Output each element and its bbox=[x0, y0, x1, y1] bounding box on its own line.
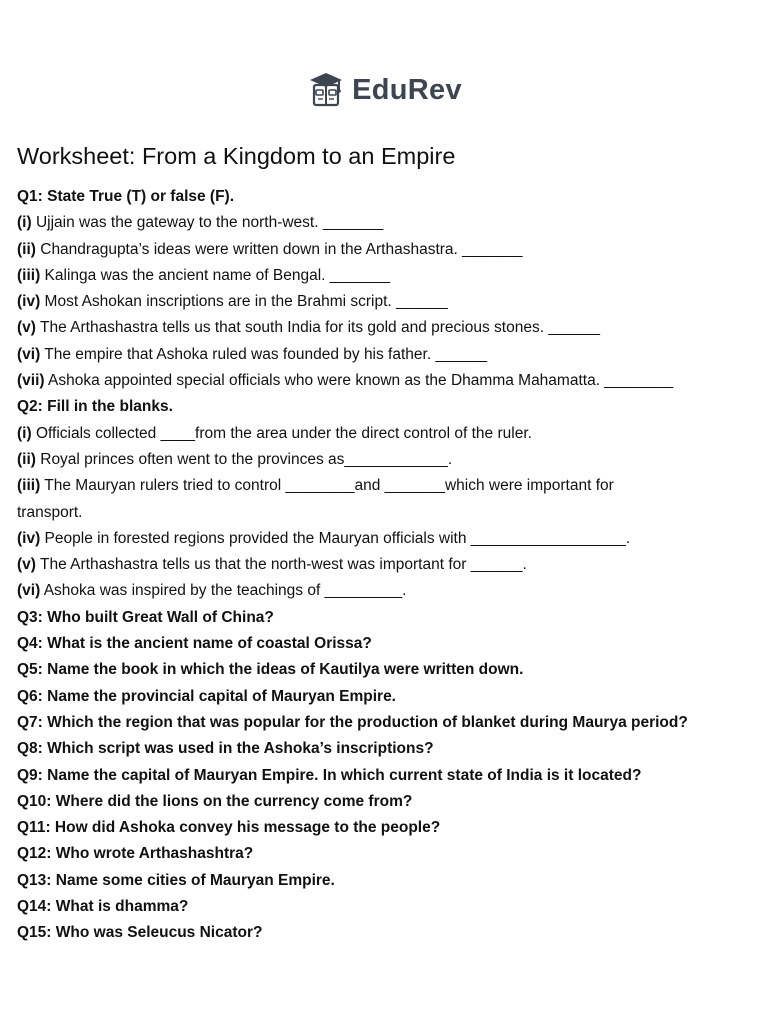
item-number: (i) bbox=[17, 424, 32, 442]
question-q10: Q10: Where did the lions on the currency come from? bbox=[17, 792, 413, 810]
item-number: (ii) bbox=[17, 450, 36, 468]
item-text: Officials collected ____from the area under the direct control of the ruler. bbox=[31, 424, 532, 442]
q1-heading: Q1: State True (T) or false (F). bbox=[17, 188, 235, 205]
question-q12: Q12: Who wrote Arthashashtra? bbox=[17, 845, 254, 863]
item-number: (iv) bbox=[17, 529, 41, 547]
item-number: (ii) bbox=[17, 240, 36, 258]
item-number: (iii) bbox=[17, 477, 41, 495]
q1-item bbox=[17, 315, 757, 341]
worksheet-body bbox=[17, 184, 757, 947]
question-q3: Q3: Who built Great Wall of China? bbox=[17, 608, 274, 626]
page-title: Worksheet: From a Kingdom to an Empire bbox=[17, 143, 456, 169]
q1-item bbox=[17, 342, 757, 368]
item-text: Ashoka was inspired by the teachings of _________. bbox=[40, 582, 407, 600]
question-q7: Q7: Which the region that was popular for the production of blanket during Maurya period? bbox=[17, 713, 688, 731]
question-q9: Q9: Name the capital of Mauryan Empire. In which current state of India is it located? bbox=[17, 766, 642, 784]
question-q15: Q15: Who was Seleucus Nicator? bbox=[17, 924, 263, 942]
question-q14: Q14: What is dhamma? bbox=[17, 898, 189, 916]
item-number: (v) bbox=[17, 556, 36, 574]
item-text: The empire that Ashoka ruled was founded by his father. ______ bbox=[40, 345, 488, 363]
question-q6: Q6: Name the provincial capital of Mauryan Empire. bbox=[17, 687, 396, 705]
item-number: (iii) bbox=[17, 266, 41, 284]
q2-item bbox=[17, 526, 757, 552]
item-text: Royal princes often went to the provinces as____________. bbox=[35, 450, 453, 468]
q2-item bbox=[17, 552, 757, 578]
question-q4: Q4: What is the ancient name of coastal Orissa? bbox=[17, 635, 372, 653]
item-number: (v) bbox=[17, 319, 36, 337]
item-text: Chandragupta’s ideas were written down in the Arthashastra. _______ bbox=[35, 240, 523, 258]
item-number: (iv) bbox=[17, 293, 41, 311]
item-number: (vii) bbox=[17, 372, 45, 390]
item-text: The Arthashastra tells us that south India for its gold and precious stones. ______ bbox=[35, 319, 601, 337]
item-text: Kalinga was the ancient name of Bengal. _______ bbox=[40, 266, 391, 284]
q1-item bbox=[17, 263, 757, 289]
q2-item bbox=[17, 473, 677, 526]
q1-item bbox=[17, 210, 757, 236]
question-q13: Q13: Name some cities of Mauryan Empire. bbox=[17, 871, 335, 889]
question-q5: Q5: Name the book in which the ideas of Kautilya were written down. bbox=[17, 661, 524, 679]
item-text: People in forested regions provided the Mauryan officials with __________________. bbox=[40, 529, 631, 547]
item-text: Most Ashokan inscriptions are in the Brahmi script. ______ bbox=[40, 293, 448, 311]
brand-name: EduRev bbox=[352, 73, 462, 106]
item-number: (vi) bbox=[17, 345, 41, 363]
q2-item bbox=[17, 578, 757, 604]
q2-item bbox=[17, 447, 757, 473]
q1-item bbox=[17, 289, 757, 315]
item-number: (i) bbox=[17, 214, 32, 232]
item-text: The Mauryan rulers tried to control ________and _______which were important for transport. bbox=[17, 477, 614, 521]
q1-item bbox=[17, 368, 757, 394]
question-q8: Q8: Which script was used in the Ashoka’s inscriptions? bbox=[17, 740, 434, 758]
edurev-logo bbox=[0, 70, 768, 110]
item-text: Ujjain was the gateway to the north-west. _______ bbox=[31, 214, 384, 232]
item-text: Ashoka appointed special officials who were known as the Dhamma Mahamatta. ________ bbox=[44, 372, 674, 390]
q2-heading: Q2: Fill in the blanks. bbox=[17, 398, 173, 416]
graduation-cap-icon bbox=[306, 70, 346, 110]
question-q11: Q11: How did Ashoka convey his message to the people? bbox=[17, 819, 441, 837]
item-number: (vi) bbox=[17, 582, 41, 600]
q1-item bbox=[17, 237, 757, 263]
item-text: The Arthashastra tells us that the north-west was important for ______. bbox=[35, 556, 527, 574]
q2-item bbox=[17, 421, 757, 447]
